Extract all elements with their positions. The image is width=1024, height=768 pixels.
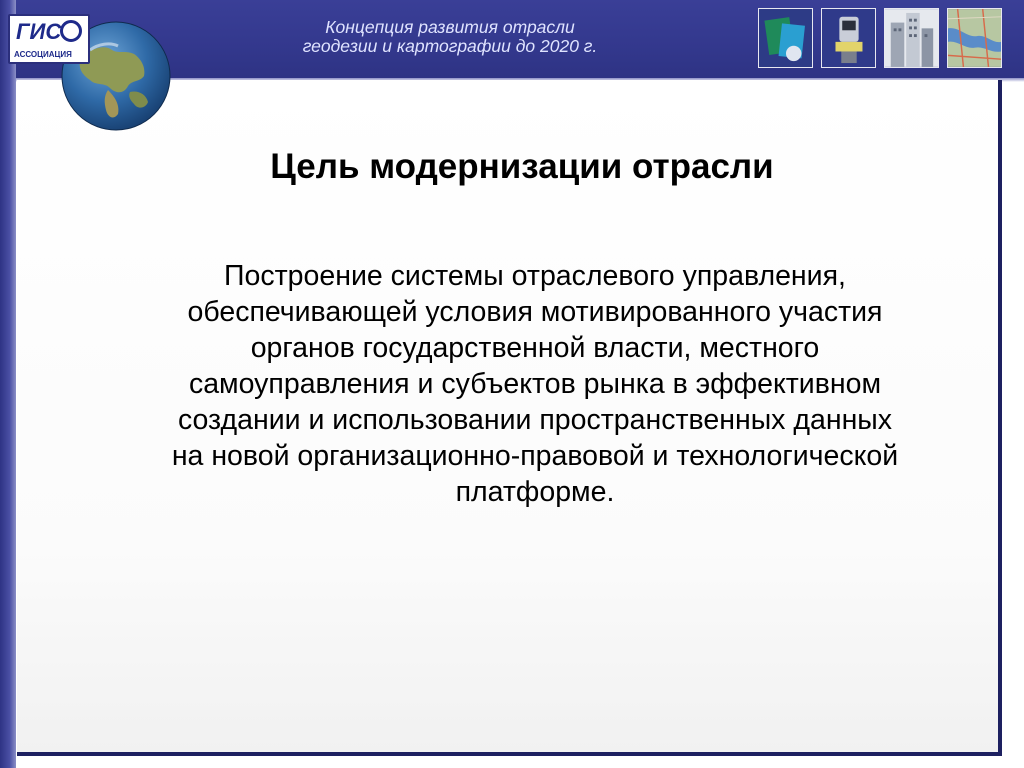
body-line: создании и использовании пространственных данных: [177, 404, 893, 436]
header-thumbnails: [758, 8, 1002, 68]
gis-association-logo: [8, 14, 90, 64]
surveying-instrument-icon: [821, 8, 876, 68]
slide-body: [90, 258, 980, 510]
buildings-icon: [884, 8, 939, 68]
map-icon: [947, 8, 1002, 68]
body-line: Построение системы отраслевого управления,: [224, 260, 846, 292]
logo-sub-text: АССОЦИАЦИЯ: [14, 50, 72, 59]
left-band: [0, 0, 16, 768]
software-box-icon: [758, 8, 813, 68]
header-title-line1: Концепция развития отрасли: [325, 17, 575, 37]
header-title-line2: геодезии и картографии до 2020 г.: [302, 36, 598, 56]
slide-title: Цель модернизации отрасли: [270, 147, 774, 186]
body-line: органов государственной власти, местного: [250, 332, 820, 364]
logo-emblem-icon: [60, 20, 82, 42]
body-line: самоуправления и субъектов рынка в эффективном: [188, 368, 882, 400]
body-line: обеспечивающей условия мотивированного участия: [187, 296, 883, 328]
body-line: на новой организационно-правовой и технологической: [171, 440, 899, 472]
body-line: платформе.: [455, 476, 615, 508]
header-title: [210, 18, 690, 56]
logo-main-text: ГИС: [16, 19, 62, 44]
